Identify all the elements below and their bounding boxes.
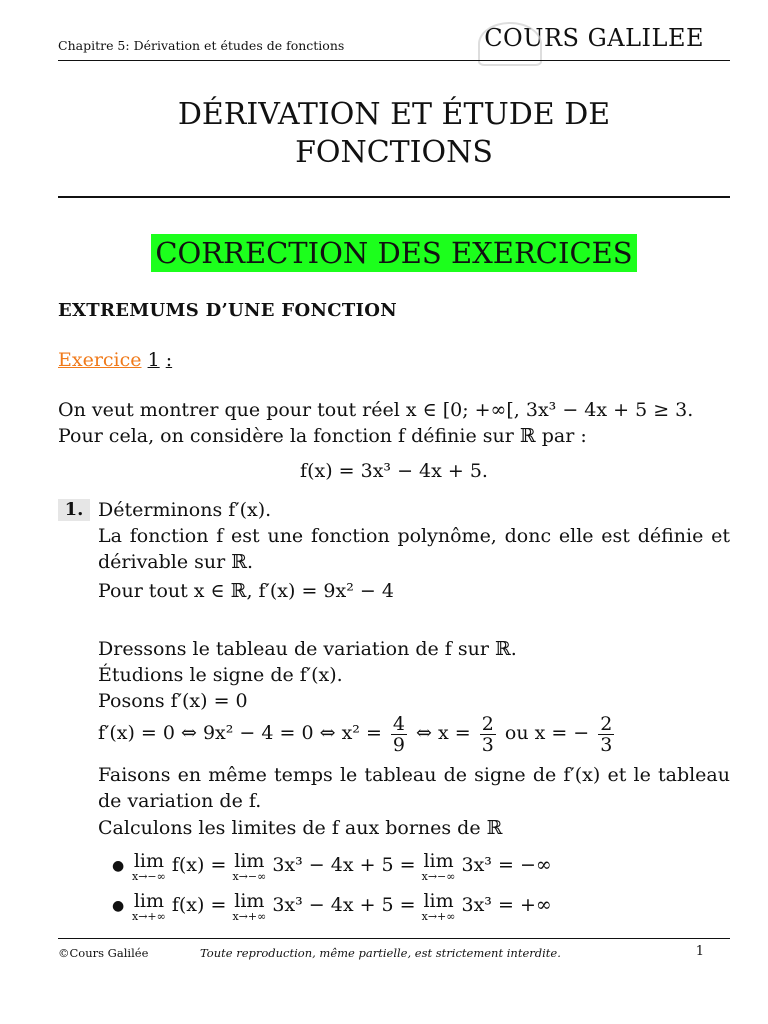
item-paragraph: La fonction f est une fonction polynôme, donc elle est définie et dérivable sur ℝ. [98, 525, 730, 573]
title-rule [58, 196, 730, 198]
page-number: 1 [695, 944, 704, 959]
page-title: DÉRIVATION ET ÉTUDE DE FONCTIONS [177, 97, 611, 170]
section-heading: EXTREMUMS D’UNE FONCTION [58, 300, 397, 321]
intro-line-1: On veut montrer que pour tout réel x ∈ [0; +∞[, 3x³ − 4x + 5 ≥ 3. [58, 399, 694, 421]
exercise-heading [58, 349, 172, 371]
limit-plus-infinity: lim x→+∞ f(x) = lim x→+∞ 3x³ − 4x + 5 = lim x→+∞ 3x³ = +∞ [132, 890, 552, 923]
limits-intro-line: Calculons les limites de f aux bornes de ℝ [98, 817, 503, 839]
intro-line-2: Pour cela, on considère la fonction f définie sur ℝ par : [58, 425, 587, 447]
exercise-colon: : [165, 349, 173, 371]
brand-logo [484, 24, 704, 52]
footer-copyright: ©Cours Galilée [58, 946, 149, 960]
item-heading: Déterminons f′(x). [98, 499, 272, 521]
bullet-icon: ● [112, 898, 125, 914]
chapter-header: Chapitre 5: Dérivation et études de fonctions [58, 38, 345, 53]
brand-name: COURS GALILEE [484, 24, 704, 52]
footer-notice: Toute reproduction, même partielle, est strictement interdite. [200, 946, 561, 960]
fraction-4-9: $\frac{4}{9}$ [392, 712, 405, 756]
sign-study-line: Étudions le signe de f′(x). [98, 664, 343, 686]
fraction-2-3: $\frac{2}{3}$ [481, 712, 494, 756]
item-number-badge: 1. [58, 499, 90, 521]
bullet-icon: ● [112, 858, 125, 874]
fraction-minus-2-3: $\frac{2}{3}$ [600, 712, 613, 756]
exercise-label: Exercice [58, 349, 142, 371]
limit-minus-infinity: lim x→−∞ f(x) = lim x→−∞ 3x³ − 4x + 5 = lim x→−∞ 3x³ = −∞ [132, 850, 552, 883]
variation-table-line: Dressons le tableau de variation de f sur ℝ. [98, 638, 517, 660]
equation-line: f′(x) = 0 ⇔ 9x² − 4 = 0 ⇔ x² = $\frac{4}{9}$ ⇔ x = $\frac{2}{3}$ ou x = − $\frac{2}{3}$ [98, 712, 613, 756]
posons-line: Posons f′(x) = 0 [98, 690, 248, 712]
simultaneous-table-line: Faisons en même temps le tableau de signe de f′(x) et le tableau de variation de f. [98, 764, 730, 812]
derivative-line: Pour tout x ∈ ℝ, f′(x) = 9x² − 4 [98, 580, 394, 602]
exercise-number: 1 [147, 349, 160, 371]
correction-banner [58, 234, 730, 272]
correction-banner-text: CORRECTION DES EXERCICES [151, 234, 636, 272]
function-formula: f(x) = 3x³ − 4x + 5. [300, 460, 488, 482]
header-rule [58, 60, 730, 61]
footer-rule [58, 938, 730, 939]
